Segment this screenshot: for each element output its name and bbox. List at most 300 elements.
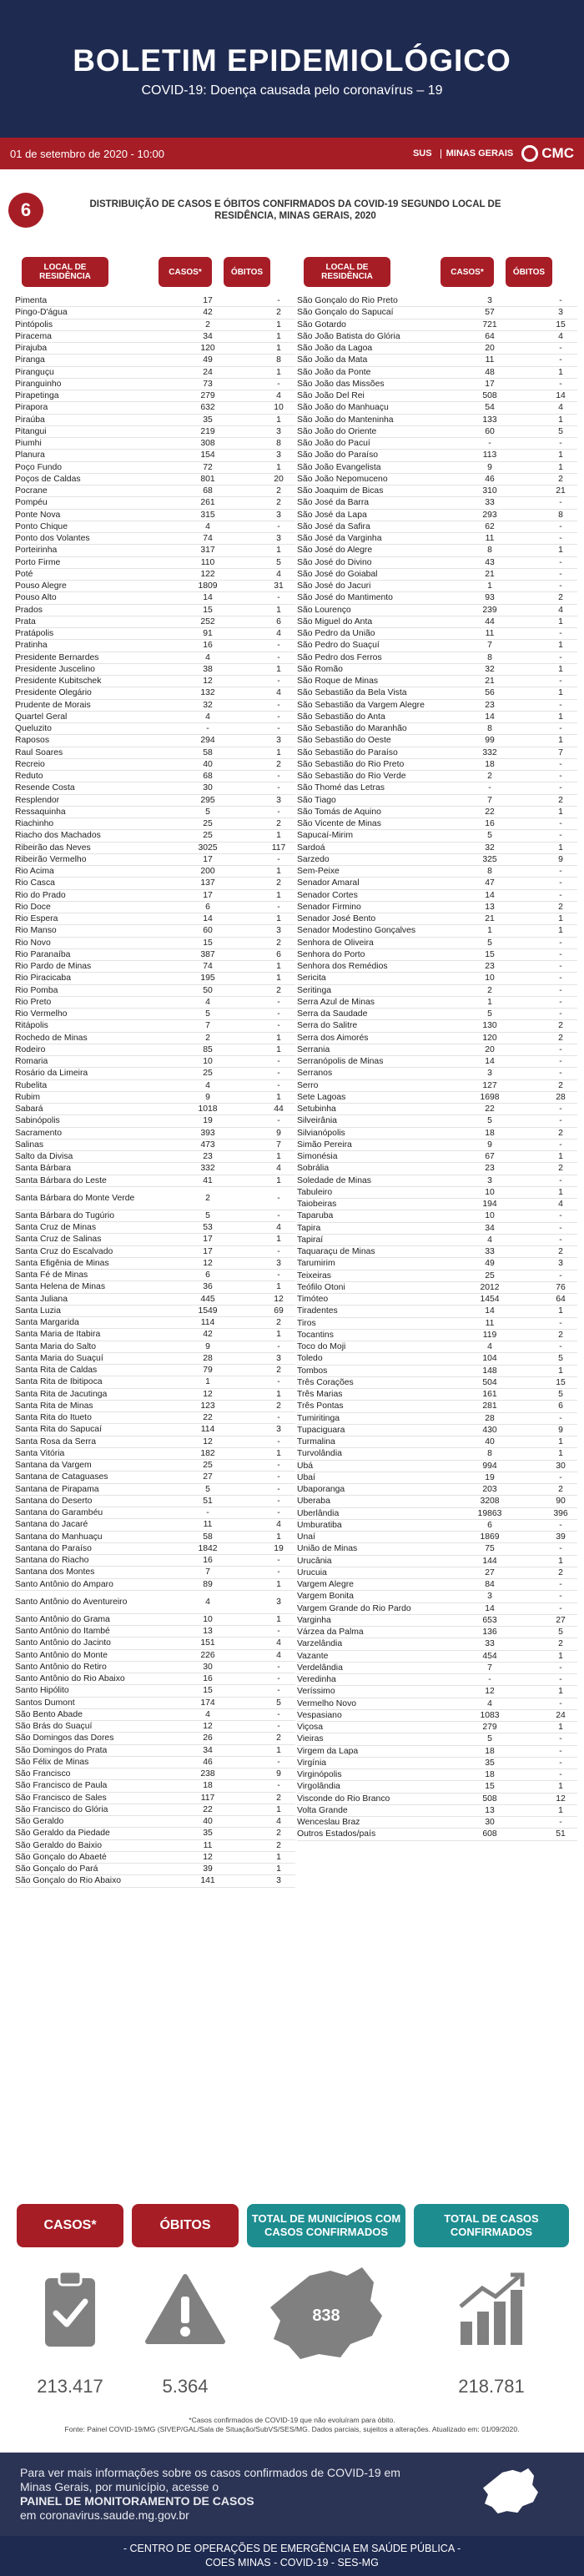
table-row — [15, 997, 295, 1009]
obitos-value: - — [277, 593, 280, 603]
table-row — [297, 712, 577, 723]
municipio-name: Simonésia — [297, 1152, 338, 1162]
table-row — [15, 830, 295, 842]
table-row — [297, 1033, 577, 1044]
municipio-name: Três Pontas — [297, 1401, 344, 1411]
municipio-name: Pingo-D'água — [15, 308, 68, 318]
table-row — [15, 854, 295, 866]
obitos-value: - — [559, 985, 562, 995]
casos-value: 4 — [205, 1597, 210, 1607]
municipio-name: Senador Firmino — [297, 902, 361, 912]
obitos-value: - — [559, 581, 562, 591]
section-heading — [8, 185, 576, 235]
obitos-value: - — [559, 938, 562, 948]
casos-value: 4 — [205, 1709, 210, 1719]
municipio-name: Rio Espera — [15, 914, 58, 924]
table-row — [15, 1721, 295, 1733]
municipio-name: Santa Bárbara do Leste — [15, 1175, 107, 1185]
casos-value: 20 — [485, 1044, 495, 1054]
municipio-name: Ubá — [297, 1461, 314, 1471]
table-row — [297, 1413, 577, 1425]
casos-value: 10 — [485, 1211, 495, 1221]
municipio-name: Santa Maria do Salto — [15, 1341, 97, 1351]
obitos-value: 4 — [558, 1200, 563, 1210]
obitos-value: 3 — [276, 510, 281, 520]
obitos-value: 44 — [274, 1104, 284, 1114]
obitos-value: 4 — [558, 605, 563, 615]
table-row — [15, 938, 295, 949]
municipio-name: Piranguinho — [15, 379, 62, 389]
municipio-name: São Lourenço — [297, 605, 351, 615]
footer-line1: - CENTRO DE OPERAÇÕES DE EMERGÊNCIA EM SAÚDE PÚBLICA - — [123, 2543, 461, 2554]
obitos-value: 396 — [553, 1508, 568, 1518]
casos-value: 4 — [487, 1235, 492, 1245]
casos-value: 174 — [200, 1698, 215, 1708]
obitos-value: - — [559, 1223, 562, 1233]
municipio-name: Verdelândia — [297, 1663, 343, 1673]
obitos-value: - — [277, 712, 280, 722]
municipio-name: Varzelândia — [297, 1639, 343, 1649]
municipio-name: Volta Grande — [297, 1805, 348, 1815]
municipio-name: Senador Modestino Gonçalves — [297, 926, 416, 936]
casos-value: 43 — [485, 557, 495, 567]
casos-value: 41 — [203, 1175, 213, 1185]
table-row — [297, 355, 577, 366]
obitos-value: - — [559, 1104, 562, 1114]
obitos-value: 2 — [276, 938, 281, 948]
municipio-name: Pimenta — [15, 296, 48, 306]
table-row — [15, 771, 295, 782]
casos-value: 721 — [482, 319, 497, 330]
obitos-value: - — [559, 1009, 562, 1019]
obitos-value: 1 — [558, 1805, 563, 1815]
casos-value: 9 — [205, 1092, 210, 1102]
municipio-name: Pitangui — [15, 426, 47, 436]
casos-value: 24 — [203, 367, 213, 377]
municipio-name: Tupaciguara — [297, 1425, 345, 1435]
municipio-name: Resende Costa — [15, 783, 75, 793]
obitos-value: 4 — [276, 1817, 281, 1827]
obitos-value: 1 — [558, 1449, 563, 1459]
table-row — [15, 664, 295, 676]
casos-value: 6 — [205, 1270, 210, 1280]
obitos-value: 1 — [558, 1187, 563, 1197]
municipio-name: Rio Manso — [15, 926, 57, 936]
casos-value: 17 — [203, 296, 213, 306]
obitos-value: - — [559, 1069, 562, 1079]
municipio-name: Santo Antônio do Retiro — [15, 1662, 107, 1672]
table-row — [297, 664, 577, 676]
obitos-value: - — [559, 296, 562, 306]
table-row — [15, 1472, 295, 1483]
table-row — [297, 854, 577, 866]
table-row — [15, 367, 295, 379]
table-row — [15, 1365, 295, 1376]
municipio-name: Urucuia — [297, 1567, 327, 1577]
obitos-value: - — [277, 1567, 280, 1577]
municipio-name: Riacho dos Machados — [15, 831, 101, 841]
obitos-value: 1 — [276, 914, 281, 924]
table-row — [297, 1520, 577, 1532]
obitos-value: - — [277, 1069, 280, 1079]
table-row — [15, 878, 295, 889]
bulletin-date: 01 de setembro de 2020 - 10:00 — [10, 147, 165, 160]
casos-value: 35 — [485, 1758, 495, 1768]
table-row — [15, 985, 295, 997]
casos-value: 1 — [205, 1377, 210, 1387]
casos-value: 325 — [482, 854, 497, 864]
municipio-name: Santa Cruz do Escalvado — [15, 1246, 113, 1256]
obitos-value: 3 — [276, 1876, 281, 1886]
municipio-name: Serranópolis de Minas — [297, 1057, 384, 1067]
obitos-value: - — [277, 1210, 280, 1220]
obitos-value: 1 — [276, 1389, 281, 1399]
table-row — [15, 1424, 295, 1436]
municipio-name: Virginópolis — [297, 1770, 342, 1780]
table-row — [15, 1698, 295, 1709]
table-row — [297, 1330, 577, 1341]
casos-value: 22 — [203, 1413, 213, 1423]
municipio-name: Sericita — [297, 974, 326, 984]
casos-value: 73 — [203, 379, 213, 389]
casos-value: 38 — [203, 664, 213, 674]
table-row — [297, 1175, 577, 1187]
casos-value: - — [206, 1508, 209, 1518]
table-row — [15, 902, 295, 913]
municipio-name: Santana do Paraíso — [15, 1543, 92, 1553]
table-row — [15, 1281, 295, 1293]
obitos-value: 4 — [276, 1223, 281, 1233]
table-row — [297, 771, 577, 782]
casos-value: 4 — [205, 712, 210, 722]
casos-value: 8 — [487, 652, 492, 662]
obitos-value: 4 — [558, 331, 563, 341]
cmc-mark-icon — [521, 145, 538, 162]
casos-value: 261 — [200, 498, 215, 508]
casos-value: 49 — [203, 355, 213, 365]
casos-value: 93 — [485, 593, 495, 603]
obitos-value: 2 — [276, 486, 281, 496]
table-row — [297, 1722, 577, 1733]
info-panel-link[interactable]: PAINEL DE MONITORAMENTO DE CASOS — [20, 2494, 254, 2508]
obitos-value: 5 — [276, 1698, 281, 1708]
table-row — [297, 1603, 577, 1615]
casos-value: 12 — [203, 1852, 213, 1862]
casos-value: 21 — [485, 914, 495, 924]
table-row — [15, 735, 295, 747]
casos-value: 5 — [487, 831, 492, 841]
casos-value: 2 — [487, 985, 492, 995]
table-row — [297, 295, 577, 307]
table-row — [15, 949, 295, 961]
municipio-name: Santa Fé de Minas — [15, 1270, 88, 1280]
obitos-value: 1 — [276, 1235, 281, 1245]
table-row — [297, 1115, 577, 1127]
municipio-name: Santo Antônio do Jacinto — [15, 1638, 111, 1648]
municipio-name: Veredinha — [297, 1675, 336, 1685]
casos-value: 50 — [203, 985, 213, 995]
municipio-name: Senhora dos Remédios — [297, 962, 388, 972]
obitos-value: 90 — [556, 1497, 566, 1507]
municipio-name: Santa Rita de Caldas — [15, 1366, 98, 1376]
casos-value: 33 — [485, 1247, 495, 1257]
municipio-name: São Sebastião do Anta — [297, 712, 385, 722]
municipio-name: Urucânia — [297, 1556, 332, 1566]
municipio-name: Viçosa — [297, 1723, 323, 1733]
municipio-name: São João Del Rei — [297, 391, 365, 401]
table-row — [15, 355, 295, 366]
table-row — [297, 1472, 577, 1484]
table-row — [297, 687, 577, 699]
logos — [413, 145, 574, 162]
obitos-value: 1 — [558, 415, 563, 425]
casos-value: 72 — [203, 462, 213, 472]
warning-triangle-icon — [143, 2259, 227, 2359]
municipio-name: Rosário da Limeira — [15, 1069, 88, 1079]
casos-value: 28 — [485, 1413, 495, 1423]
municipio-name: Ponto Chique — [15, 521, 68, 531]
municipio-name: Rio Doce — [15, 902, 51, 912]
table-row — [297, 1294, 577, 1306]
info-line2: Minas Gerais, por município, acesse o — [20, 2480, 219, 2493]
table-row — [15, 1068, 295, 1079]
casos-value: 4 — [205, 521, 210, 531]
municipio-name: São Gotardo — [297, 319, 346, 330]
table-row — [15, 1151, 295, 1163]
municipios-total-value: 838 — [312, 2307, 340, 2325]
obitos-value: - — [277, 296, 280, 306]
obitos-value: - — [559, 652, 562, 662]
casos-value: 279 — [482, 1723, 497, 1733]
obitos-value: - — [559, 1520, 562, 1530]
table-row — [297, 735, 577, 747]
municipio-name: Taiobeiras — [297, 1200, 337, 1210]
casos-value: 430 — [482, 1425, 497, 1435]
municipio-name: São João Evangelista — [297, 462, 381, 472]
municipio-name: Santana de Pirapama — [15, 1484, 99, 1494]
table-row — [297, 1829, 577, 1840]
casos-value: 10 — [203, 1057, 213, 1067]
obitos-value: - — [559, 1211, 562, 1221]
municipio-name: Tarumirim — [297, 1259, 335, 1269]
casos-value: 15 — [203, 938, 213, 948]
casos-value: 14 — [203, 914, 213, 924]
table-row — [15, 759, 295, 771]
obitos-value: 2 — [276, 1366, 281, 1376]
municipio-name: Taquaraçu de Minas — [297, 1247, 375, 1257]
obitos-value: 20 — [274, 474, 284, 484]
casos-value: 46 — [203, 1757, 213, 1767]
obitos-value: - — [559, 783, 562, 793]
info-line3[interactable]: em coronavirus.saude.mg.gov.br — [20, 2508, 189, 2522]
table-row — [15, 510, 295, 521]
obitos-value: 2 — [276, 1840, 281, 1850]
obitos-value: - — [559, 1342, 562, 1352]
table-row — [15, 818, 295, 830]
obitos-value: - — [559, 819, 562, 829]
municipio-name: Santana da Vargem — [15, 1461, 92, 1471]
municipio-name: Poços de Caldas — [15, 474, 81, 484]
table-row — [15, 1864, 295, 1875]
obitos-value: - — [559, 1270, 562, 1280]
obitos-value: - — [559, 1413, 562, 1423]
municipio-name: São José do Jacuri — [297, 581, 371, 591]
casos-value: 148 — [482, 1366, 497, 1376]
bulletin-title: BOLETIM EPIDEMIOLÓGICO — [73, 43, 511, 78]
table-row — [297, 1341, 577, 1353]
municipio-name: São Francisco de Sales — [15, 1793, 107, 1803]
municipio-name: Sete Lagoas — [297, 1092, 346, 1102]
table-row — [15, 1579, 295, 1591]
obitos-value: - — [277, 652, 280, 662]
obitos-value: 9 — [558, 1425, 563, 1435]
table-row — [15, 307, 295, 319]
municipio-name: São João da Ponte — [297, 367, 371, 377]
table-row — [15, 592, 295, 604]
table-row — [15, 521, 295, 533]
municipio-name: Rio Piracicaba — [15, 974, 71, 984]
casos-value: 1869 — [480, 1532, 500, 1542]
obitos-value: - — [277, 1461, 280, 1471]
casos-value: 46 — [485, 474, 495, 484]
casos-value: 25 — [203, 831, 213, 841]
table-row — [297, 402, 577, 414]
table-row — [297, 997, 577, 1009]
table-row — [297, 557, 577, 569]
casos-value: 21 — [485, 677, 495, 687]
municipio-name: Prados — [15, 605, 43, 615]
table-row — [297, 343, 577, 355]
obitos-value: 1 — [276, 415, 281, 425]
casos-value: 473 — [200, 1140, 215, 1150]
obitos-value: - — [559, 1318, 562, 1328]
casos-value: - — [488, 439, 491, 449]
obitos-value: - — [277, 1057, 280, 1067]
casos-value: 11 — [485, 355, 495, 365]
obitos-value: 1 — [276, 1282, 281, 1292]
table-row — [297, 1436, 577, 1448]
table-row — [297, 1282, 577, 1294]
municipio-name: Tiros — [297, 1318, 316, 1328]
obitos-value: - — [277, 1341, 280, 1351]
municipio-name: Resplendor — [15, 795, 60, 805]
casos-value: 5 — [487, 938, 492, 948]
table-row — [297, 1044, 577, 1056]
municipio-name: São Domingos das Dores — [15, 1733, 114, 1743]
header-casos: CASOS* — [441, 257, 494, 287]
casos-value: 36 — [203, 1282, 213, 1292]
casos-value: 3 — [487, 1069, 492, 1079]
obitos-value: 12 — [556, 1794, 566, 1804]
municipio-name: Pirapora — [15, 403, 48, 413]
casos-value: 393 — [200, 1128, 215, 1138]
casos-value: 40 — [203, 759, 213, 769]
municipio-name: Presidente Bernardes — [15, 652, 99, 662]
casos-value: 25 — [203, 819, 213, 829]
municipio-name: Santa Vitória — [15, 1448, 65, 1458]
bar-chart-growth-icon — [456, 2259, 531, 2359]
casos-value: 14 — [485, 1306, 495, 1316]
casos-value: 137 — [200, 878, 215, 888]
table-row — [15, 1222, 295, 1234]
municipio-name: Serra dos Aimorés — [297, 1033, 369, 1043]
table-row — [15, 973, 295, 984]
obitos-value: 30 — [556, 1461, 566, 1471]
table-row — [15, 569, 295, 581]
municipio-name: Santana do Jacaré — [15, 1520, 88, 1530]
casos-value: 653 — [482, 1615, 497, 1625]
table-row — [15, 1294, 295, 1306]
header-local: LOCAL DE RESIDÊNCIA — [304, 257, 390, 287]
municipio-name: Tapira — [297, 1223, 321, 1233]
obitos-value: - — [559, 557, 562, 567]
obitos-value: - — [277, 1627, 280, 1637]
casos-value: 33 — [485, 498, 495, 508]
municipio-name: São João do Oriente — [297, 426, 377, 436]
municipio-name: Poço Fundo — [15, 462, 63, 472]
table-row — [297, 1746, 577, 1758]
table-row — [297, 890, 577, 902]
minas-gerais-map-icon — [264, 2259, 389, 2367]
casos-value: 113 — [482, 450, 497, 460]
footer — [0, 2536, 584, 2576]
table-row — [15, 890, 295, 902]
municipio-name: São Sebastião do Oeste — [297, 736, 391, 746]
casos-value: 15 — [485, 1782, 495, 1792]
table-row — [297, 1020, 577, 1032]
municipio-name: Santana dos Montes — [15, 1567, 95, 1577]
municipio-name: São Geraldo — [15, 1817, 64, 1827]
obitos-value: - — [559, 534, 562, 544]
casos-value: 279 — [200, 391, 215, 401]
obitos-value: - — [559, 521, 562, 531]
municipio-name: Soledade de Minas — [297, 1175, 371, 1185]
obitos-value: 3 — [276, 1353, 281, 1363]
cmc-logo — [521, 145, 574, 162]
obitos-value: 4 — [276, 1164, 281, 1174]
table-row — [15, 1519, 295, 1531]
table-row — [15, 712, 295, 723]
municipio-name: Três Corações — [297, 1377, 354, 1387]
casos-value: 219 — [200, 426, 215, 436]
casos-value: 1 — [487, 581, 492, 591]
casos-value: 2 — [487, 772, 492, 782]
municipio-name: Santa Rita do Sapucaí — [15, 1425, 102, 1435]
municipio-name: Piraúba — [15, 415, 45, 425]
municipio-name: São Roque de Minas — [297, 677, 379, 687]
municipio-name: Sabará — [15, 1104, 43, 1114]
municipio-name: Rio Pomba — [15, 985, 58, 995]
municipio-name: Ponto dos Volantes — [15, 534, 90, 544]
table-row — [15, 1875, 295, 1887]
obitos-value: 1 — [276, 344, 281, 354]
casos-total-value: 213.417 — [37, 2376, 103, 2397]
municipio-name: Sapucaí-Mirim — [297, 831, 353, 841]
obitos-value: - — [559, 1044, 562, 1054]
table-row — [297, 1674, 577, 1686]
table-row — [15, 925, 295, 937]
casos-value: 130 — [482, 1021, 497, 1031]
obitos-value: - — [277, 1757, 280, 1767]
obitos-value: - — [277, 902, 280, 912]
municipio-name: Serra da Saudade — [297, 1009, 368, 1019]
table-row — [297, 450, 577, 461]
sus-logo: SUS — [412, 148, 432, 158]
obitos-value: 1 — [558, 807, 563, 817]
obitos-value: - — [559, 700, 562, 710]
table-row — [297, 818, 577, 830]
table-row — [15, 747, 295, 759]
